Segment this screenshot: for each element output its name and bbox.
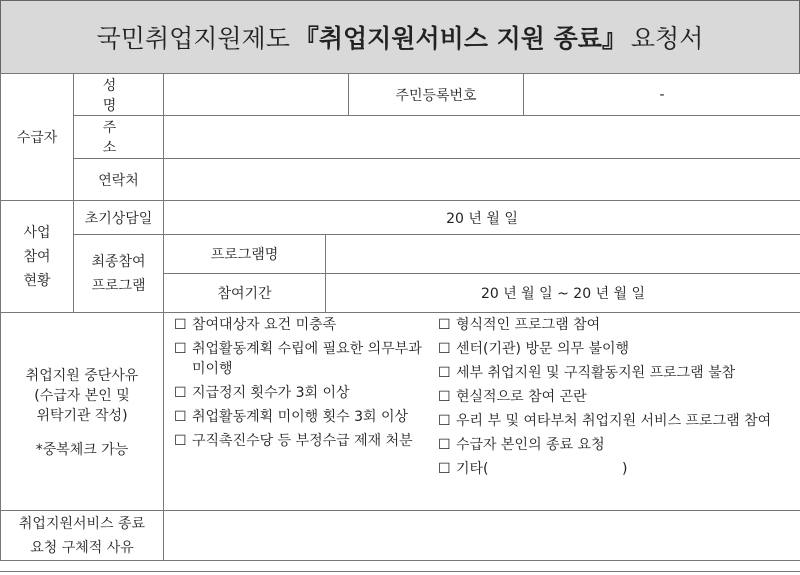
title-suffix: 요청서 bbox=[630, 24, 704, 53]
reason-checkbox[interactable]: ☐ 우리 부 및 여타부처 취업지원 서비스 프로그램 참여 bbox=[438, 413, 772, 429]
reason-checkbox[interactable]: ☐ 형식적인 프로그램 참여 bbox=[438, 317, 601, 333]
form-title bbox=[0, 0, 800, 74]
contact-label: 연락처 bbox=[74, 159, 164, 201]
detail-reason-field[interactable] bbox=[164, 511, 800, 561]
reason-checkbox[interactable]: ☐ 지급정지 횟수가 3회 이상 bbox=[174, 385, 350, 401]
name-label: 성 명 bbox=[74, 74, 164, 116]
recipient-section-label: 수급자 bbox=[1, 74, 74, 201]
reason-checkbox[interactable]: ☐ 취업활동계획 수립에 필요한 의무부과 미이행 bbox=[174, 341, 422, 377]
title-prefix: 국민취업지원제도 bbox=[96, 24, 290, 53]
program-name-label: 프로그램명 bbox=[164, 235, 326, 274]
reason-checkbox[interactable]: ☐ 세부 취업지원 및 구직활동지원 프로그램 불참 bbox=[438, 365, 736, 381]
initial-consult-label: 초기상담일 bbox=[74, 201, 164, 235]
reason-checkbox-other[interactable]: ☐ 기타( ) bbox=[438, 461, 628, 477]
rrn-label: 주민등록번호 bbox=[349, 74, 524, 116]
reason-checkbox[interactable]: ☐ 취업활동계획 미이행 횟수 3회 이상 bbox=[174, 409, 409, 425]
stop-reason-checklist bbox=[164, 313, 800, 511]
stop-reason-label: 취업지원 중단사유 (수급자 본인 및 위탁기관 작성) *중복체크 가능 bbox=[1, 313, 164, 511]
address-label: 주 소 bbox=[74, 116, 164, 159]
address-field[interactable] bbox=[164, 116, 800, 159]
name-field[interactable] bbox=[164, 74, 349, 116]
title-bold: 『취업지원서비스 지원 종료』 bbox=[293, 24, 627, 53]
period-label: 참여기간 bbox=[164, 274, 326, 313]
reason-checkbox[interactable]: ☐ 수급자 본인의 종료 요청 bbox=[438, 437, 605, 453]
period-field[interactable]: 20 년 월 일 ~ 20 년 월 일 bbox=[326, 274, 800, 313]
contact-field[interactable] bbox=[164, 159, 800, 201]
detail-reason-label: 취업지원서비스 종료 요청 구체적 사유 bbox=[1, 511, 164, 561]
rrn-field[interactable]: - bbox=[524, 74, 800, 116]
program-name-field[interactable] bbox=[326, 235, 800, 274]
form-table bbox=[0, 73, 800, 561]
reason-checkbox[interactable]: ☐ 센터(기관) 방문 의무 불이행 bbox=[438, 341, 630, 357]
bottom-border bbox=[0, 571, 800, 572]
participation-section-label: 사업 참여 현황 bbox=[1, 201, 74, 313]
reason-checkbox[interactable]: ☐ 참여대상자 요건 미충족 bbox=[174, 317, 337, 333]
reason-checkbox[interactable]: ☐ 구직촉진수당 등 부정수급 제재 처분 bbox=[174, 433, 413, 449]
reason-checkbox[interactable]: ☐ 현실적으로 참여 곤란 bbox=[438, 389, 587, 405]
initial-consult-field[interactable]: 20 년 월 일 bbox=[164, 201, 800, 235]
final-program-label: 최종참여 프로그램 bbox=[74, 235, 164, 313]
